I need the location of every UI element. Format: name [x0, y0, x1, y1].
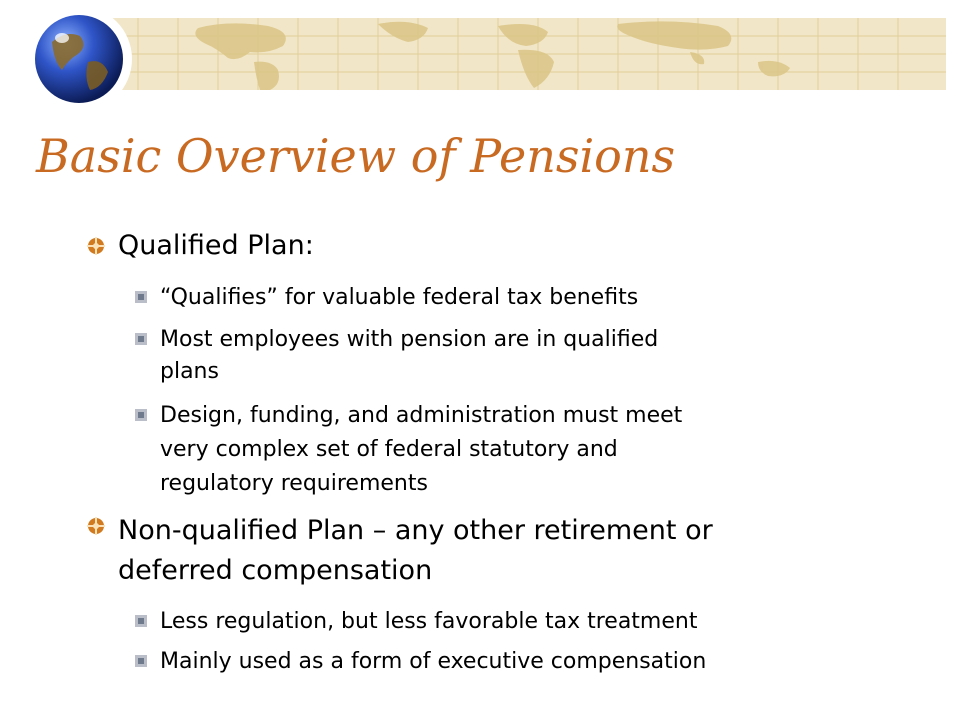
bullet-non-qualified-plan-cont: deferred compensation	[118, 555, 433, 586]
slide-title: Basic Overview of Pensions	[36, 129, 676, 183]
orange-crosshair-bullet-icon	[86, 236, 106, 256]
bullet-non-qualified-plan: Non-qualified Plan – any other retirement or	[118, 515, 713, 546]
sub-bullet-less-regulation: Less regulation, but less favorable tax treatment	[160, 609, 698, 634]
world-map-grid	[78, 18, 946, 90]
sub-bullet-most-employees: Most employees with pension are in qualified	[160, 327, 659, 352]
world-map-banner	[78, 18, 946, 90]
sub-bullet-design-funding: Design, funding, and administration must meet	[160, 403, 683, 428]
gray-square-bullet-icon	[134, 654, 148, 668]
sub-bullet-design-funding-cont2: regulatory requirements	[160, 471, 428, 496]
gray-square-bullet-icon	[134, 614, 148, 628]
sub-bullet-executive-compensation: Mainly used as a form of executive compensation	[160, 649, 707, 674]
globe-container	[26, 6, 132, 112]
sub-bullet-design-funding-cont1: very complex set of federal statutory and	[160, 437, 618, 462]
globe-icon	[32, 12, 126, 106]
sub-bullet-most-employees-cont: plans	[160, 359, 219, 384]
orange-crosshair-bullet-icon	[86, 516, 106, 536]
bullet-qualified-plan: Qualified Plan:	[118, 230, 314, 261]
gray-square-bullet-icon	[134, 408, 148, 422]
sub-bullet-qualifies: “Qualifies” for valuable federal tax benefits	[160, 285, 639, 310]
gray-square-bullet-icon	[134, 332, 148, 346]
gray-square-bullet-icon	[134, 290, 148, 304]
